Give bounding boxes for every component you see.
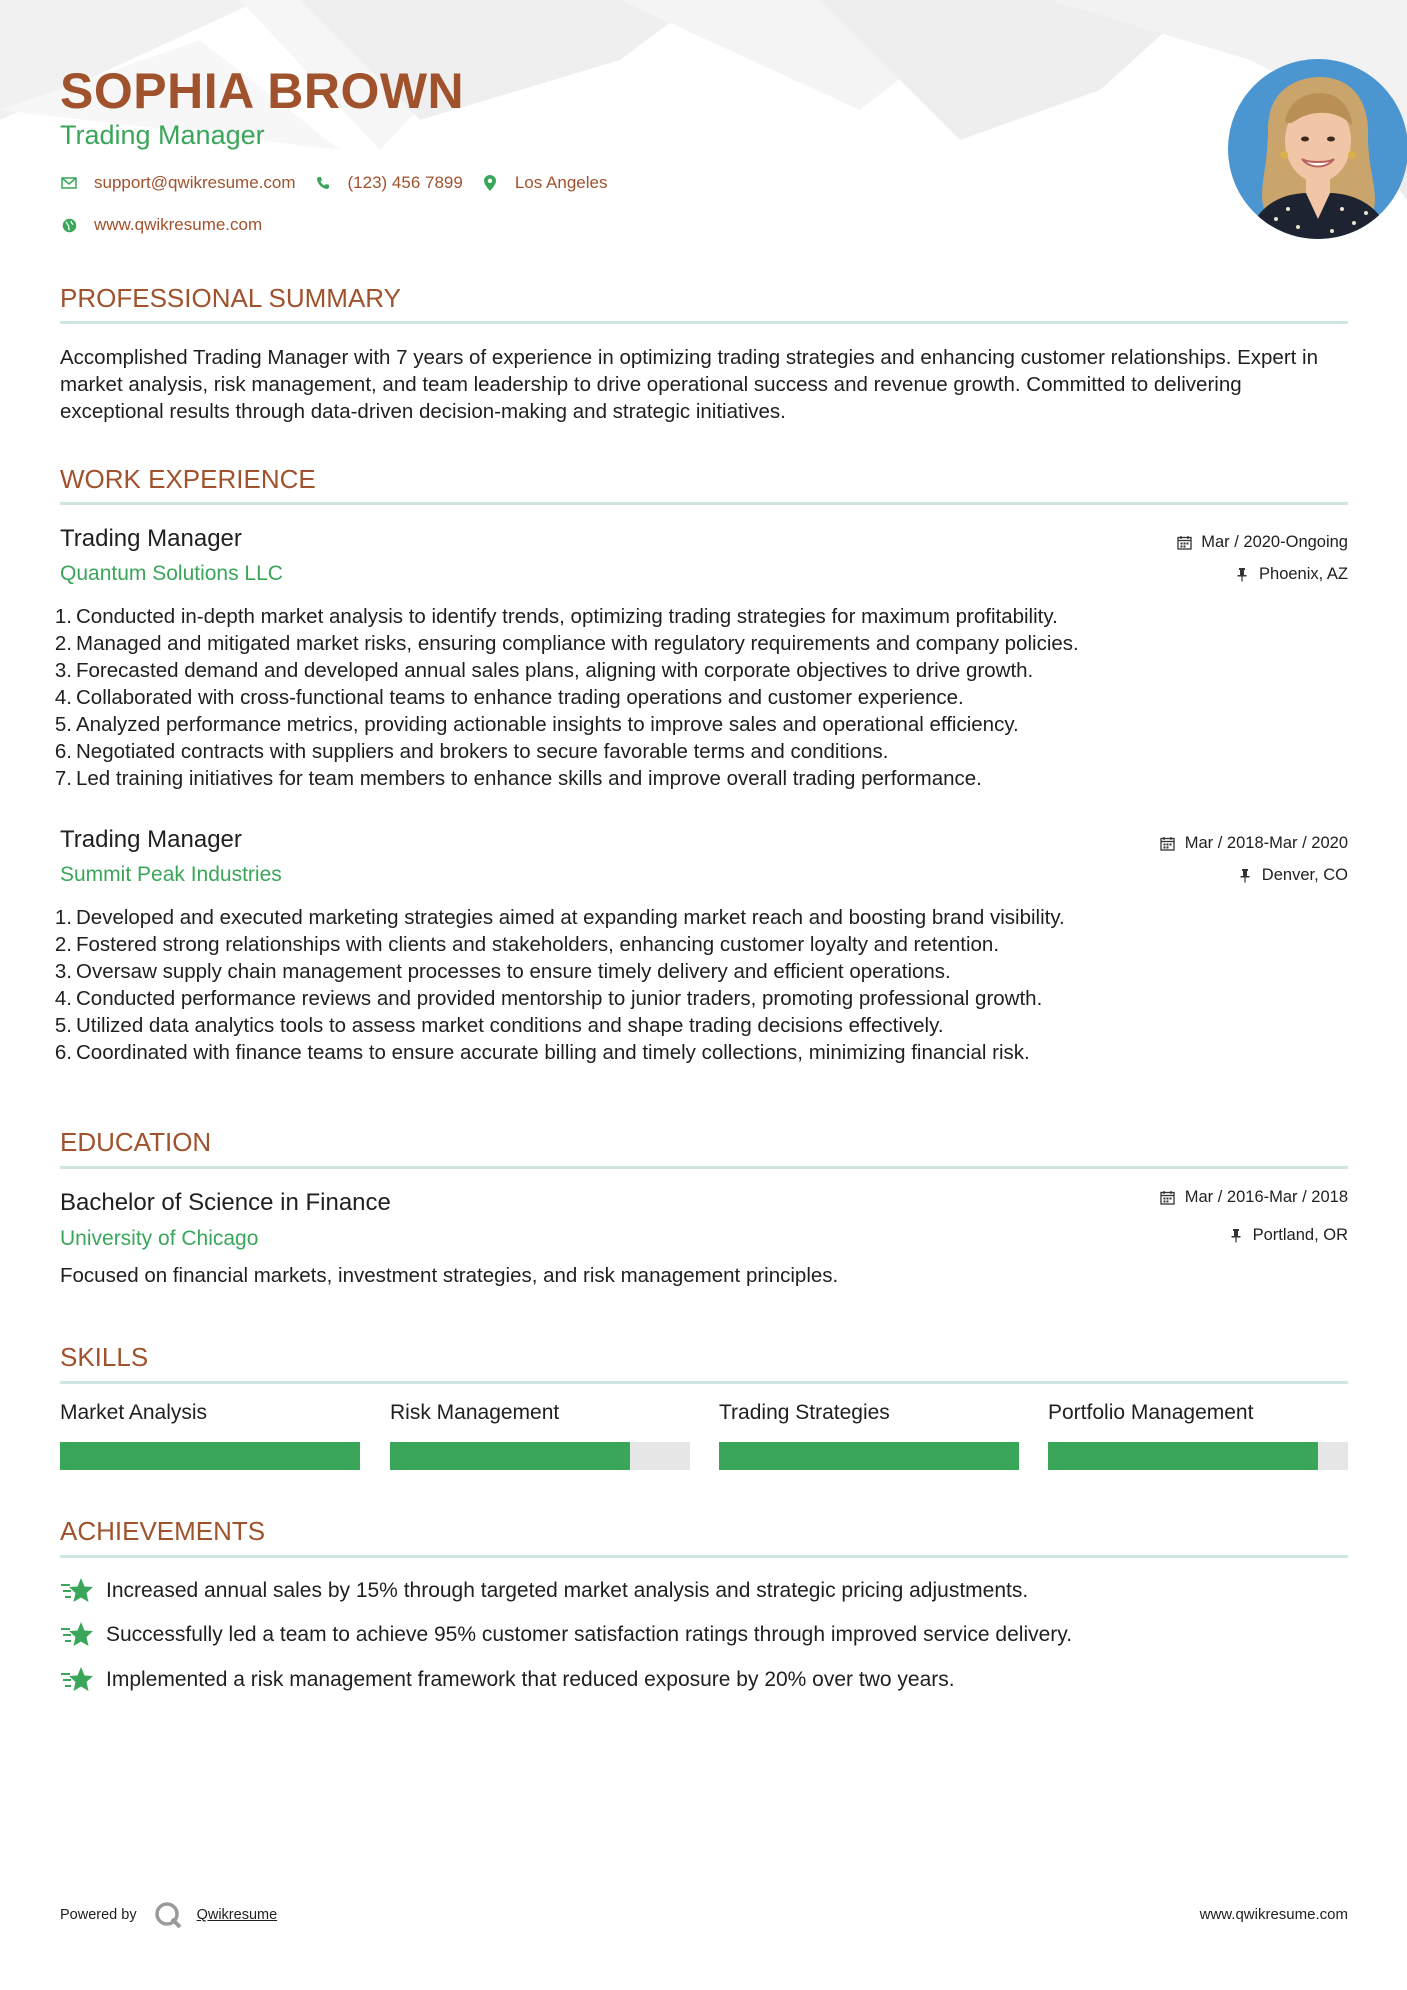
list-item: 3. Forecasted demand and developed annual sales plans, aligning with corporate objectives to drive growth. bbox=[54, 659, 1034, 682]
contact-email[interactable] bbox=[60, 173, 296, 193]
calendar-icon bbox=[1160, 836, 1176, 852]
job-2-dates bbox=[1160, 834, 1348, 853]
contact-website[interactable] bbox=[60, 215, 262, 235]
experience-heading: WORK EXPERIENCE bbox=[60, 464, 316, 494]
skill-bar-track bbox=[719, 1442, 1019, 1470]
job-1-dates bbox=[1176, 533, 1348, 552]
job-2-title: Trading Manager bbox=[60, 826, 242, 853]
job-2-dates-text: Mar / 2018-Mar / 2020 bbox=[1184, 834, 1348, 852]
achievement-text: Successfully led a team to achieve 95% customer satisfaction ratings through improved service delivery. bbox=[106, 1623, 1073, 1646]
candidate-name: SOPHIA BROWN bbox=[60, 63, 465, 119]
education-dates-text: Mar / 2016-Mar / 2018 bbox=[1184, 1188, 1348, 1206]
education-location-text: Portland, OR bbox=[1252, 1226, 1348, 1244]
pushpin-icon bbox=[1228, 1228, 1244, 1244]
job-2-bullets bbox=[54, 904, 1348, 1066]
education-description: Focused on financial markets, investment strategies, and risk management principles. bbox=[60, 1264, 839, 1287]
qwikresume-link[interactable]: Qwikresume bbox=[196, 1907, 278, 1923]
education-divider bbox=[60, 1166, 1348, 1169]
contact-phone[interactable] bbox=[314, 173, 463, 193]
star-achievement-icon bbox=[60, 1665, 94, 1695]
skill-name: Market Analysis bbox=[60, 1401, 208, 1424]
job-2-company: Summit Peak Industries bbox=[60, 863, 282, 886]
job-1-bullets bbox=[54, 603, 1348, 792]
list-item: 6. Negotiated contracts with suppliers and brokers to secure favorable terms and conditions. bbox=[54, 740, 889, 763]
list-item: 5. Analyzed performance metrics, providing actionable insights to improve sales and operational efficiency. bbox=[54, 713, 1019, 736]
list-item: 2. Managed and mitigated market risks, ensuring compliance with regulatory requirements and company policies. bbox=[54, 632, 1079, 655]
skill-bar-fill bbox=[719, 1442, 1019, 1470]
skill-name: Trading Strategies bbox=[719, 1401, 890, 1424]
skill-bar-fill bbox=[390, 1442, 630, 1470]
skill-name: Risk Management bbox=[390, 1401, 560, 1424]
achievement-item bbox=[60, 1665, 955, 1695]
star-achievement-icon bbox=[60, 1620, 94, 1650]
job-1-location bbox=[1234, 565, 1348, 584]
contact-location bbox=[481, 173, 608, 193]
footer-powered-by bbox=[60, 1900, 277, 1930]
skill-name: Portfolio Management bbox=[1048, 1401, 1254, 1424]
job-2-location-text: Denver, CO bbox=[1261, 866, 1348, 884]
education-degree: Bachelor of Science in Finance bbox=[60, 1189, 391, 1216]
candidate-title: Trading Manager bbox=[60, 120, 265, 150]
summary-heading: PROFESSIONAL SUMMARY bbox=[60, 283, 401, 313]
education-school: University of Chicago bbox=[60, 1227, 259, 1250]
achievement-text: Implemented a risk management framework that reduced exposure by 20% over two years. bbox=[106, 1668, 955, 1691]
pushpin-icon bbox=[1237, 868, 1253, 884]
education-location bbox=[1228, 1226, 1348, 1245]
skills-divider bbox=[60, 1381, 1348, 1384]
globe-icon bbox=[60, 216, 78, 234]
skills-heading: SKILLS bbox=[60, 1342, 149, 1372]
profile-photo bbox=[1228, 59, 1407, 239]
skill-bar-fill bbox=[1048, 1442, 1318, 1470]
job-1-title: Trading Manager bbox=[60, 525, 242, 552]
achievement-item bbox=[60, 1620, 1072, 1650]
footer-website-link[interactable]: www.qwikresume.com bbox=[1199, 1906, 1348, 1923]
contact-row-primary bbox=[60, 173, 625, 193]
website-text: www.qwikresume.com bbox=[94, 215, 263, 234]
email-text: support@qwikresume.com bbox=[94, 173, 296, 192]
achievement-text: Increased annual sales by 15% through targeted market analysis and strategic pricing adjustments. bbox=[106, 1579, 1029, 1602]
list-item: 1. Developed and executed marketing strategies aimed at expanding market reach and boosting brand visibility. bbox=[54, 906, 1065, 929]
job-1-location-text: Phoenix, AZ bbox=[1259, 565, 1348, 583]
star-achievement-icon bbox=[60, 1576, 94, 1606]
list-item: 6. Coordinated with finance teams to ensure accurate billing and timely collections, minimizing financial risk. bbox=[54, 1041, 1030, 1064]
calendar-icon bbox=[1160, 1190, 1176, 1206]
contact-row-secondary bbox=[60, 215, 280, 235]
powered-by-label: Powered by bbox=[60, 1907, 137, 1923]
skill-bar-track bbox=[1048, 1442, 1348, 1470]
job-1-company: Quantum Solutions LLC bbox=[60, 562, 283, 585]
achievements-heading: ACHIEVEMENTS bbox=[60, 1516, 266, 1546]
job-2-location bbox=[1237, 866, 1348, 885]
location-text: Los Angeles bbox=[514, 173, 608, 192]
list-item: 1. Conducted in-depth market analysis to identify trends, optimizing trading strategies for maximum profitability. bbox=[54, 605, 1058, 628]
pushpin-icon bbox=[1234, 567, 1250, 583]
list-item: 3. Oversaw supply chain management processes to ensure timely delivery and efficient operations. bbox=[54, 960, 951, 983]
list-item: 4. Collaborated with cross-functional teams to enhance trading operations and customer experience. bbox=[54, 686, 964, 709]
education-heading: EDUCATION bbox=[60, 1127, 212, 1157]
achievement-item bbox=[60, 1576, 1028, 1606]
list-item: 5. Utilized data analytics tools to assess market conditions and shape trading decisions effectively. bbox=[54, 1014, 944, 1037]
skill-bar-fill bbox=[60, 1442, 360, 1470]
skill-bar-track bbox=[60, 1442, 360, 1470]
summary-text: Accomplished Trading Manager with 7 years of experience in optimizing trading strategies and enhancing customer relationships. Expert in market analysis, risk management, and team leadership to drive operational success and revenue growth. Committed to delivering exceptional results through data-driven decision-making and strategic initiatives. bbox=[60, 346, 1319, 423]
skill-risk-management bbox=[390, 1401, 690, 1470]
map-pin-icon bbox=[481, 174, 499, 192]
skill-trading-strategies bbox=[719, 1401, 1019, 1470]
skill-portfolio-management bbox=[1048, 1401, 1348, 1470]
skill-market-analysis bbox=[60, 1401, 360, 1470]
education-dates bbox=[1160, 1188, 1348, 1207]
phone-icon bbox=[314, 174, 332, 192]
envelope-icon bbox=[60, 174, 78, 192]
job-1-dates-text: Mar / 2020-Ongoing bbox=[1201, 533, 1348, 551]
list-item: 2. Fostered strong relationships with clients and stakeholders, enhancing customer loyalty and retention. bbox=[54, 933, 1000, 956]
list-item: 4. Conducted performance reviews and provided mentorship to junior traders, promoting professional growth. bbox=[54, 987, 1043, 1010]
achievements-divider bbox=[60, 1555, 1348, 1558]
calendar-icon bbox=[1176, 535, 1192, 551]
summary-divider bbox=[60, 321, 1348, 324]
list-item: 7. Led training initiatives for team members to enhance skills and improve overall trading performance. bbox=[54, 767, 982, 790]
experience-divider bbox=[60, 502, 1348, 505]
qwikresume-logo-icon bbox=[153, 1900, 183, 1930]
phone-text: (123) 456 7899 bbox=[347, 173, 463, 192]
skill-bar-track bbox=[390, 1442, 690, 1470]
